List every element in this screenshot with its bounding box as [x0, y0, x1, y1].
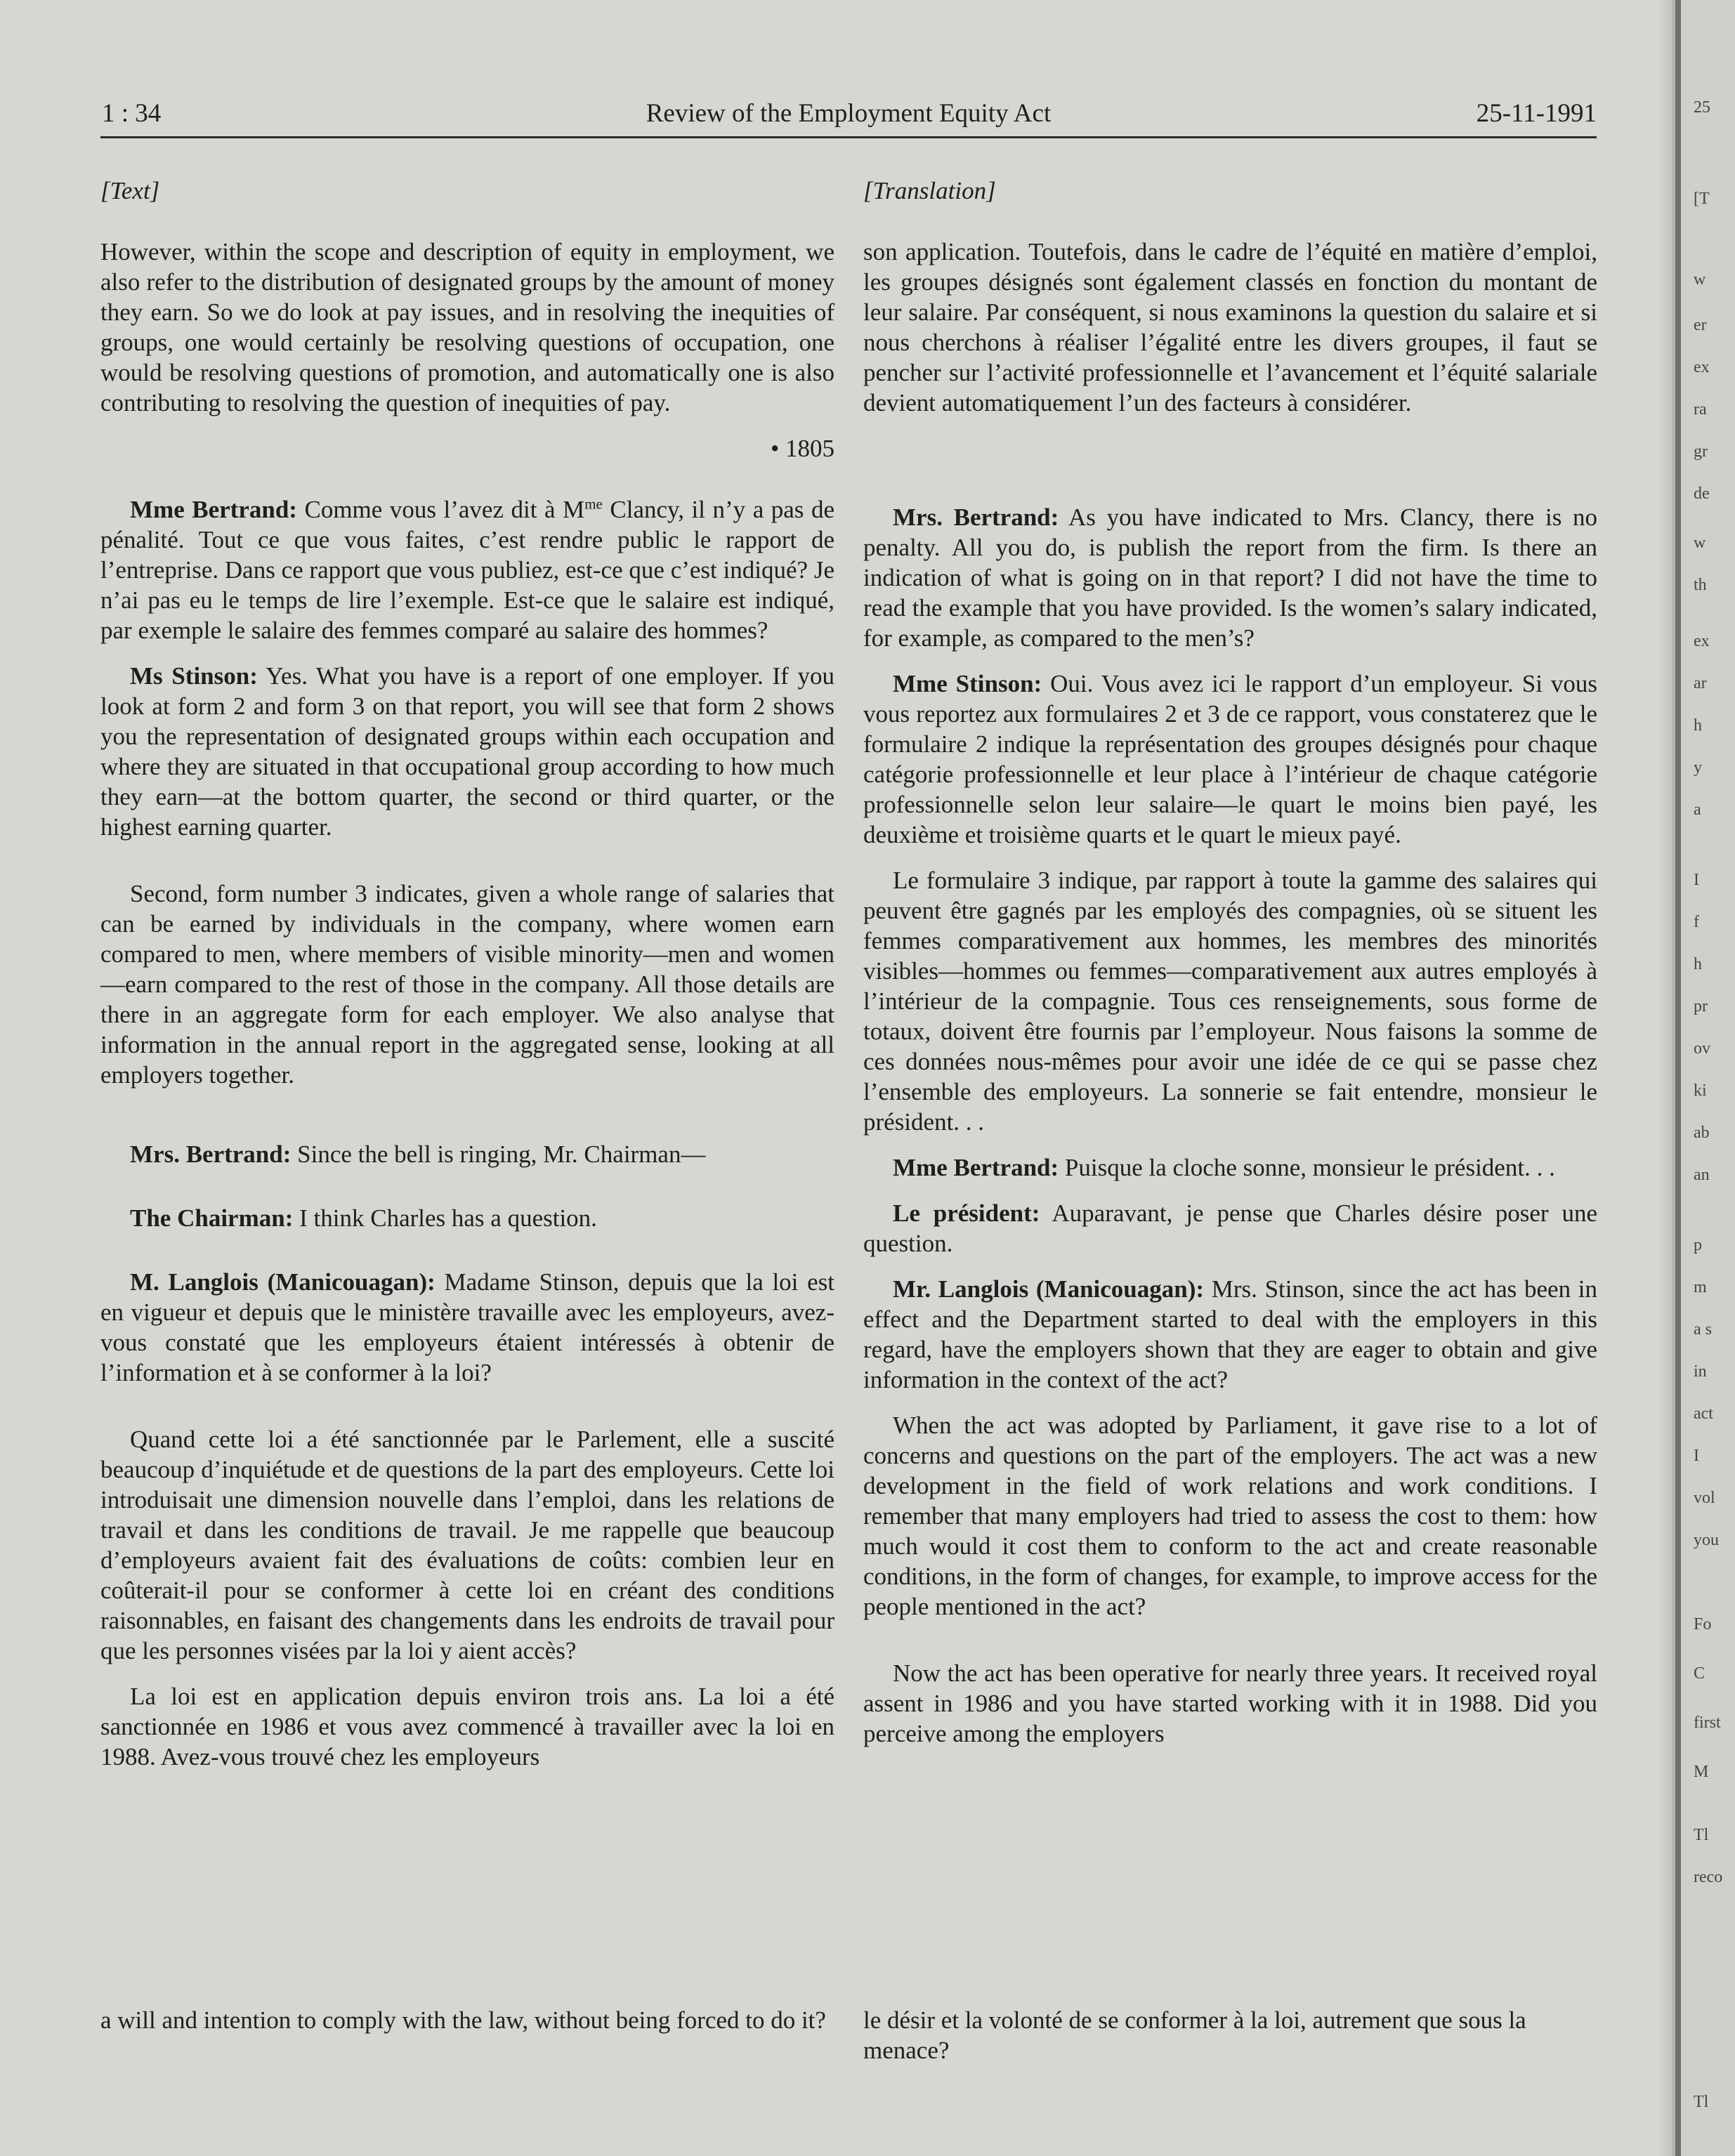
- left-column-continuation: a will and intention to comply with the law, without being forced to do it?: [100, 2006, 826, 2034]
- adjacent-page-text-fragment: I: [1694, 871, 1699, 889]
- adjacent-page-text-fragment: Tl: [1694, 1826, 1709, 1844]
- speaker-name: Le président:: [893, 1199, 1040, 1227]
- speaker-name: Mrs. Bertrand:: [130, 1141, 292, 1168]
- adjacent-page-text-fragment: gr: [1694, 442, 1708, 461]
- speech-text: Oui. Vous avez ici le rapport d’un employeur. Si vous vous reportez aux formulaires 2 et 3 de ce rapport, vous constaterez que le formulaire 2 indique la représentation des groupes désignés pour chaque catégorie professionnelle et leur place à l’intérieur de chaque catégorie professionnelle selon leur salaire—le quart le moins bien payé, les deuxième et troisième quarts et le quart le mieux payé.: [863, 670, 1597, 848]
- adjacent-page-text-fragment: ov: [1694, 1039, 1710, 1058]
- speech-paragraph: [863, 1152, 1597, 1183]
- adjacent-page-text-fragment: pr: [1694, 997, 1708, 1015]
- superscript: me: [584, 495, 603, 513]
- adjacent-page-text-fragment: w: [1694, 270, 1706, 289]
- page-edge: [1675, 0, 1681, 2156]
- right-column-continuation: le désir et la volonté de se conformer à la loi, autrement que sous la menace?: [863, 2006, 1526, 2064]
- speech-text: Auparavant, je pense que Charles désire poser une question.: [863, 1199, 1597, 1257]
- document-date: 25-11-1991: [1476, 99, 1597, 128]
- adjacent-page-text-fragment: p: [1694, 1236, 1702, 1254]
- adjacent-page-text-fragment: y: [1694, 758, 1702, 777]
- adjacent-page-text-fragment: w: [1694, 534, 1706, 552]
- speech-text: As you have indicated to Mrs. Clancy, there is no penalty. All you do, is publish the report from the firm. Is there an indication of what is going on in that report? I did not have the time to read the example that you have provided. Is the women’s salary indicated, for example, as compared to the men’s?: [863, 504, 1597, 652]
- adjacent-page-text-fragment: you: [1694, 1531, 1719, 1549]
- speech-text: I think Charles has a question.: [293, 1204, 597, 1232]
- adjacent-page-text-fragment: a s: [1694, 1320, 1712, 1339]
- speech-paragraph: [100, 1139, 834, 1169]
- adjacent-page-text-fragment: vol: [1694, 1489, 1715, 1507]
- speech-paragraph: [100, 1203, 834, 1233]
- speech-paragraph: [863, 669, 1597, 850]
- paragraph: Now the act has been operative for nearly three years. It received royal assent in 1986 and you have started working with it in 1988. Did you perceive among the employers: [863, 1659, 1597, 1747]
- speaker-name: Ms Stinson:: [130, 662, 258, 690]
- speech-paragraph: [100, 494, 834, 645]
- adjacent-page-text-fragment: in: [1694, 1362, 1707, 1381]
- adjacent-page-text-fragment: ex: [1694, 632, 1710, 650]
- speech-text: Madame Stinson, depuis que la loi est en vigueur et depuis que le ministère travaille avec les employeurs, avez-vous constaté que les employeurs étaient intéressés à obtenir de l’information et à se conformer à la loi?: [100, 1268, 834, 1386]
- column-label: [Translation]: [863, 177, 996, 204]
- paragraph: Le formulaire 3 indique, par rapport à toute la gamme des salaires qui peuvent être gagnés par les employés des compagnies, où se situent les femmes comparativement aux hommes, les membres des minorités visibles—hommes ou femmes—comparativement aux autres employés à l’intérieur de la compagnie. Tous ces renseignements, sous forme de totaux, doivent être fournis par l’employeur. Nous faisons la somme de ces données nous-mêmes pour avoir une idée de ce qui se passe chez l’ensemble des employeurs. La sonnerie se fait entendre, monsieur le président. . .: [863, 867, 1597, 1136]
- adjacent-page-text-fragment: ki: [1694, 1082, 1707, 1100]
- paragraph: However, within the scope and description of equity in employment, we also refer to the distribution of designated groups by the amount of money they earn. So we do look at pay issues, and in resolving the inequities of groups, one would certainly be resolving questions of occupation, one would be resolving questions of promotion, and automatically one is also contributing to resolving the question of inequities of pay.: [100, 238, 834, 416]
- time-marker: • 1805: [770, 435, 834, 462]
- adjacent-page-text-fragment: h: [1694, 955, 1702, 973]
- paragraph: Quand cette loi a été sanctionnée par le Parlement, elle a suscité beaucoup d’inquiétude et de questions de la part des employeurs. Cette loi introduisait une dimension nouvelle dans l’emploi, dans les relations de travail et dans les conditions de travail. Je me rappelle que beaucoup d’employeurs avaient fait des évaluations de coûts: combien leur en coûterait-il pour se conformer à cette loi en créant des conditions raisonnables, en faisant des changements dans les endroits de travail pour que les personnes visées par la loi y aient accès?: [100, 1426, 834, 1664]
- adjacent-page-text-fragment: de: [1694, 485, 1710, 503]
- document-title: Review of the Employment Equity Act: [646, 99, 1052, 128]
- adjacent-page-text-fragment: an: [1694, 1166, 1710, 1184]
- adjacent-page-text-fragment: first: [1694, 1714, 1721, 1732]
- speech-text: Yes. What you have is a report of one employer. If you look at form 2 and form 3 on that report, you will see that form 2 shows you the representation of designated groups within each occupation and where they are situated in that occupational group according to how much they earn—at the bottom quarter, the second or third quarter, or the highest earning quarter.: [100, 662, 834, 841]
- adjacent-page-text-fragment: er: [1694, 316, 1707, 334]
- speaker-name: Mme Bertrand:: [130, 496, 297, 523]
- left-column: [100, 176, 834, 1787]
- adjacent-page-text-fragment: h: [1694, 716, 1702, 735]
- paragraph: Second, form number 3 indicates, given a whole range of salaries that can be earned by individuals in the company, where women earn compared to men, where members of visible minority—men and women—earn compared to the rest of those in the company. All those details are there in an aggregate form for each employer. We also analyse that information in the annual report in the aggregated sense, looking at all employers together.: [100, 880, 834, 1089]
- speaker-name: M. Langlois (Manicouagan):: [130, 1268, 436, 1296]
- speaker-name: The Chairman:: [130, 1204, 294, 1232]
- right-column: [863, 176, 1597, 1764]
- adjacent-page-text-fragment: act: [1694, 1405, 1713, 1423]
- speech-text: Clancy, il n’y a pas de pénalité. Tout ce que vous faites, c’est rendre public le rapport de l’entreprise. Dans ce rapport que vous publiez, est-ce que c’est indiqué? Je n’ai pas eu le temps de lire l’exemple. Est-ce que le salaire est indiqué, par exemple le salaire des femmes comparé au salaire des hommes?: [100, 496, 834, 644]
- adjacent-page-text-fragment: ra: [1694, 400, 1707, 419]
- speaker-name: Mrs. Bertrand:: [893, 504, 1059, 531]
- speech-paragraph: [863, 1274, 1597, 1395]
- adjacent-page-text-fragment: 25: [1694, 98, 1710, 117]
- adjacent-page-text-fragment: reco: [1694, 1868, 1723, 1886]
- speaker-name: Mme Bertrand:: [893, 1154, 1059, 1181]
- running-header: [100, 97, 1597, 138]
- paragraph: When the act was adopted by Parliament, it gave rise to a lot of concerns and questions on the part of the employers. The act was a new development in the field of work relations and work conditions. I remember that many employers had tried to assess the cost to them: how much would it cost them to conform to the act and create reasonable conditions, in the form of changes, for example, to improve access for the people mentioned in the act?: [863, 1412, 1597, 1620]
- adjacent-page-edge: [1681, 0, 1735, 2156]
- adjacent-page-text-fragment: [T: [1694, 190, 1710, 208]
- adjacent-page-text-fragment: M: [1694, 1763, 1709, 1781]
- adjacent-page-text-fragment: ex: [1694, 358, 1710, 376]
- adjacent-page-text-fragment: f: [1694, 913, 1699, 931]
- adjacent-page-text-fragment: Fo: [1694, 1615, 1712, 1634]
- speech-paragraph: [100, 661, 834, 842]
- adjacent-page-text-fragment: I: [1694, 1447, 1699, 1465]
- adjacent-page-text-fragment: ab: [1694, 1124, 1710, 1142]
- speech-text: Since the bell is ringing, Mr. Chairman—: [291, 1141, 706, 1168]
- adjacent-page-text-fragment: th: [1694, 576, 1707, 594]
- speaker-name: Mr. Langlois (Manicouagan):: [893, 1275, 1205, 1303]
- speech-text: Puisque la cloche sonne, monsieur le président. . .: [1059, 1154, 1555, 1181]
- speech-paragraph: [863, 502, 1597, 653]
- adjacent-page-text-fragment: ar: [1694, 674, 1707, 692]
- paragraph: son application. Toutefois, dans le cadre de l’équité en matière d’emploi, les groupes désignés sont également classés en fonction du montant de leur salaire. Par conséquent, si nous examinons la question du salaire et si nous cherchons à réaliser l’égalité entre les divers groupes, il faut se pencher sur l’activité professionnelle et l’avancement et l’équité salariale devient automatiquement l’un des facteurs à considérer.: [863, 238, 1597, 416]
- adjacent-page-text-fragment: m: [1694, 1278, 1707, 1296]
- speaker-name: Mme Stinson:: [893, 670, 1042, 697]
- adjacent-page-text-fragment: Tl: [1694, 2093, 1709, 2111]
- adjacent-page-text-fragment: a: [1694, 801, 1701, 819]
- paragraph: La loi est en application depuis environ trois ans. La loi a été sanctionnée en 1986 et vous avez commencé à travailler avec la loi en 1988. Avez-vous trouvé chez les employeurs: [100, 1683, 834, 1770]
- speech-text: Mrs. Stinson, since the act has been in effect and the Department started to deal with the employers in this regard, have the employers shown that they are eager to obtain and give information in the context of the act?: [863, 1275, 1597, 1393]
- speech-paragraph: [100, 1267, 834, 1388]
- speech-text: Comme vous l’avez dit à M: [296, 496, 585, 523]
- page-number: 1 : 34: [102, 99, 162, 128]
- speech-paragraph: [863, 1198, 1597, 1258]
- column-label: [Text]: [100, 177, 160, 204]
- adjacent-page-text-fragment: C: [1694, 1664, 1705, 1683]
